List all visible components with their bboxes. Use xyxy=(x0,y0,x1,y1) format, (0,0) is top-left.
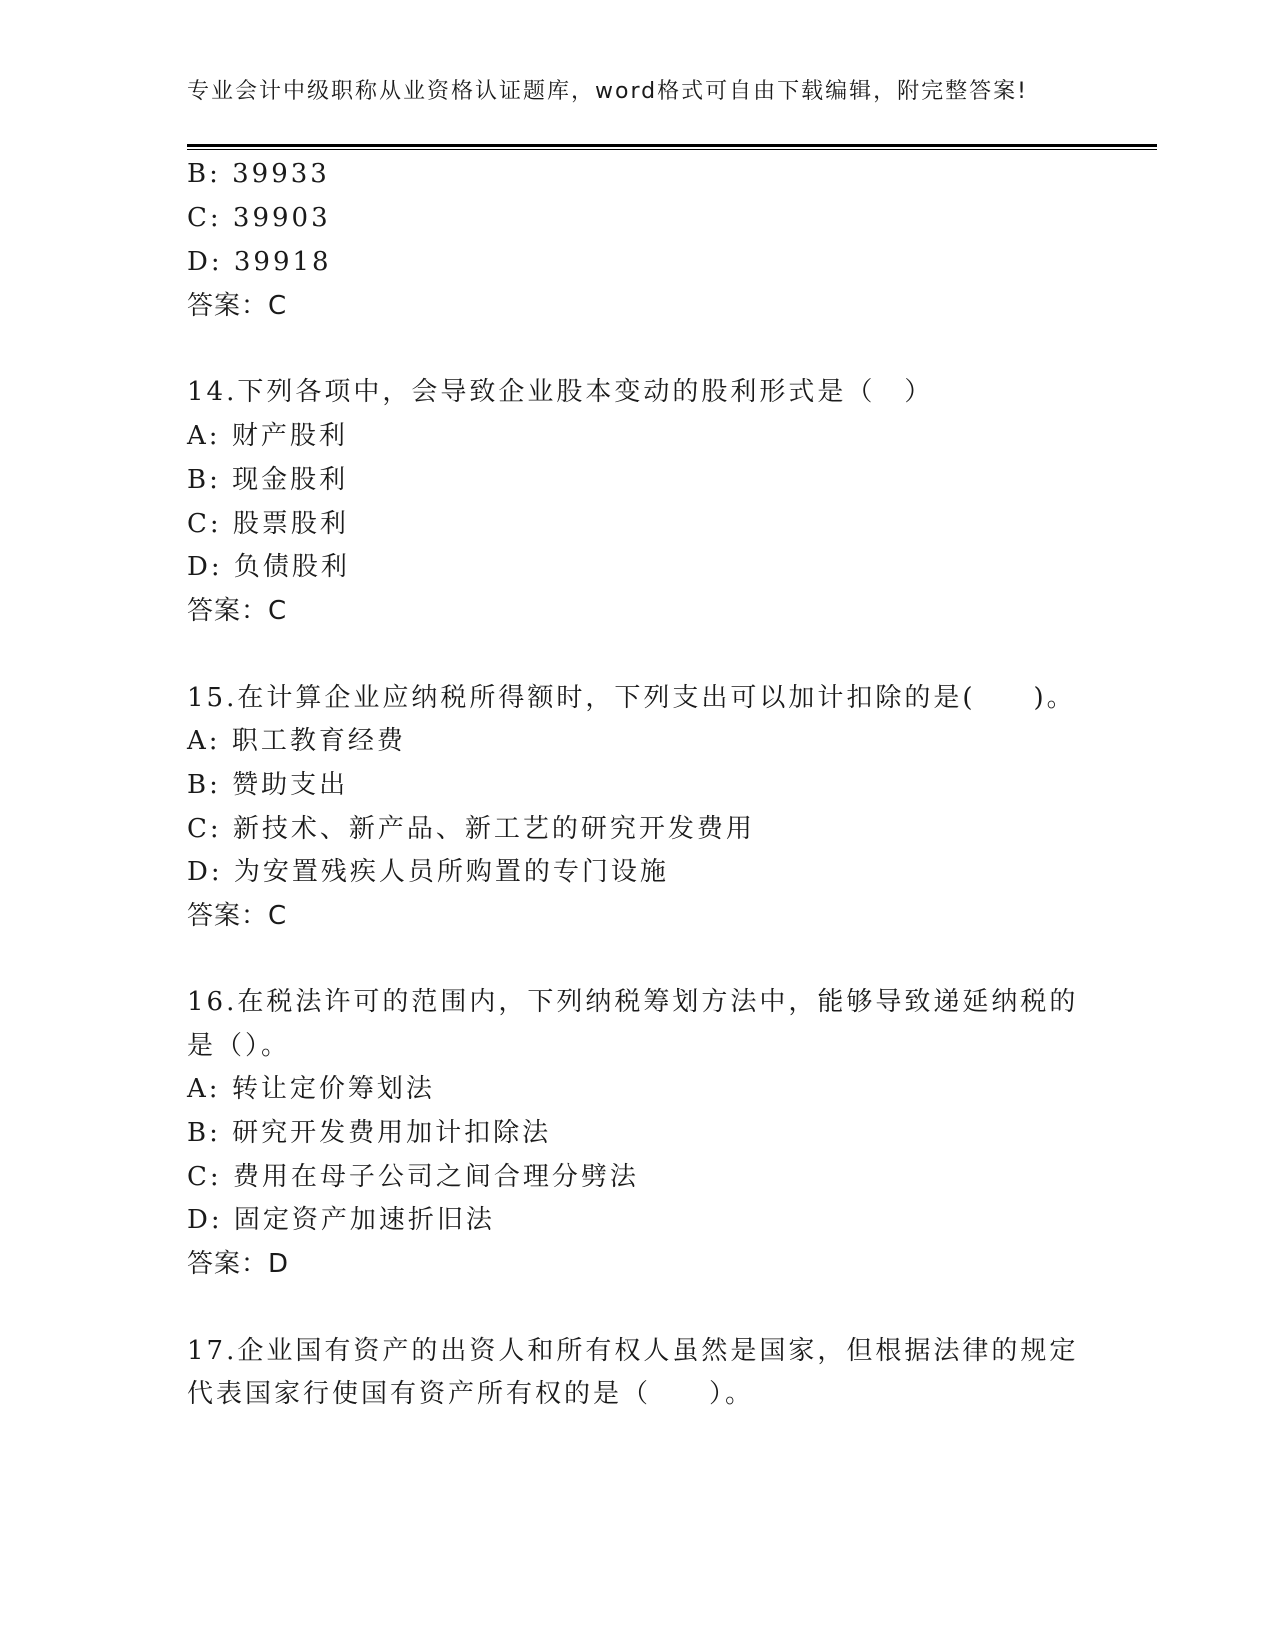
question-stem: 16.在税法许可的范围内，下列纳税筹划方法中，能够导致递延纳税的 xyxy=(187,987,1079,1017)
option-c: C: 股票股利 xyxy=(187,509,349,539)
option-d: D: 为安置残疾人员所购置的专门设施 xyxy=(187,857,669,887)
question-stem: 14.下列各项中，会导致企业股本变动的股利形式是（ ） xyxy=(187,377,934,407)
answer: 答案：C xyxy=(187,901,288,931)
option-b: B: 现金股利 xyxy=(187,465,349,495)
option-a: A: 财产股利 xyxy=(187,421,348,451)
answer: 答案：C xyxy=(187,596,288,626)
page-header: 专业会计中级职称从业资格认证题库，word格式可自由下载编辑，附完整答案! xyxy=(187,79,1028,104)
question-stem: 15.在计算企业应纳税所得额时，下列支出可以加计扣除的是( )。 xyxy=(187,683,1076,713)
option-d: D: 39918 xyxy=(187,247,332,277)
option-c: C: 新技术、新产品、新工艺的研究开发费用 xyxy=(187,814,755,844)
option-d: D: 固定资产加速折旧法 xyxy=(187,1205,495,1235)
option-a: A: 职工教育经费 xyxy=(187,726,406,756)
option-b: B: 赞助支出 xyxy=(187,770,349,800)
option-b: B: 研究开发费用加计扣除法 xyxy=(187,1118,552,1148)
header-rule-thin xyxy=(187,149,1157,150)
option-b: B: 39933 xyxy=(187,159,330,189)
option-c: C: 费用在母子公司之间合理分劈法 xyxy=(187,1162,639,1192)
header-rule-thick xyxy=(187,144,1157,147)
answer: 答案：D xyxy=(187,1249,290,1279)
answer: 答案：C xyxy=(187,291,288,321)
option-a: A: 转让定价筹划法 xyxy=(187,1074,435,1104)
question-stem-continued: 代表国家行使国有资产所有权的是（ ）。 xyxy=(187,1379,755,1409)
question-stem-continued: 是（）。 xyxy=(187,1031,291,1061)
option-d: D: 负债股利 xyxy=(187,552,350,582)
option-c: C: 39903 xyxy=(187,203,331,233)
question-stem: 17.企业国有资产的出资人和所有权人虽然是国家，但根据法律的规定 xyxy=(187,1336,1079,1366)
